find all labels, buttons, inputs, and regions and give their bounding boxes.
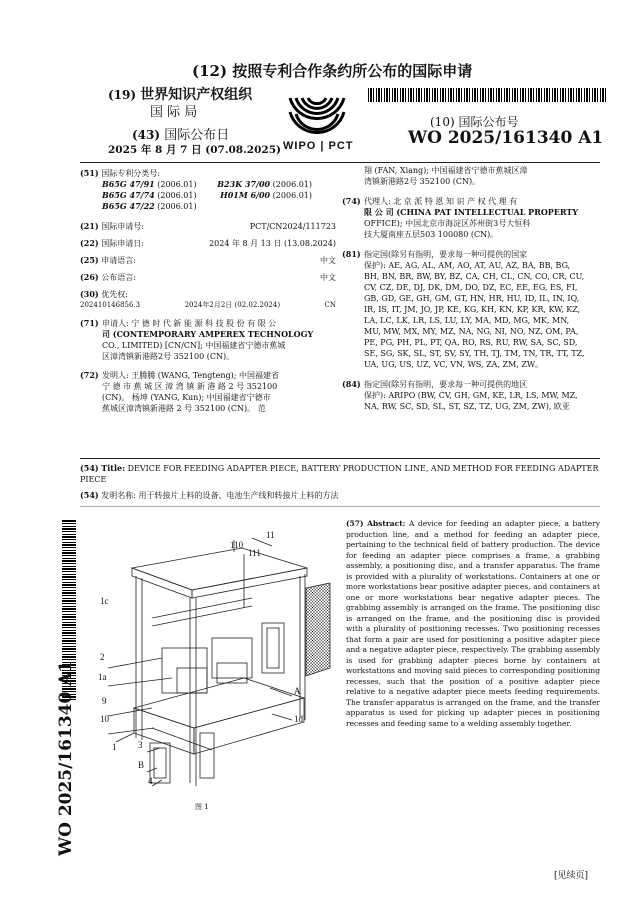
title-en [80,463,602,485]
text-line: 指定国(除另有指明，要求每一种可提供的国家 [364,250,528,259]
vertical-pubnum: WO 2025/161340 A1 [56,660,76,856]
pubdate-heading [132,124,229,143]
text-line: CO., LIMITED) [CN/CN]; 中国福建省宁德市蕉城 [102,341,286,350]
field-label: Title: [101,463,126,473]
fig-label: 1d [294,714,303,724]
text-line: MU, MW, MX, MY, MZ, NA, NG, NI, NO, NZ, OM, PA, [364,327,579,336]
fig-label: 10 [100,714,109,724]
fig-label: 11 [266,530,275,540]
field-value: PCT/CN2024/111723 [249,222,336,231]
ipc-code: H01M 6/00 [220,190,271,200]
field-num: (25) [80,255,99,265]
field-num: (81) [342,249,361,259]
fig-label: 1 [112,742,117,752]
text-line: SE, SG, SK, SL, ST, SV, SY, TH, TJ, TM, TN, TR, TT, TZ, [364,349,585,358]
field-num: (71) [80,318,99,328]
field-26 [80,272,336,283]
fig-label: 2 [100,652,105,662]
field-num: (57) [346,519,364,528]
left-column [80,168,336,414]
ipc-code: B65G 47/74 [102,190,155,200]
fig-label: B [138,760,145,770]
text-line: GB, GD, GE, GH, GM, GT, HN, HR, HU, ID, IL, IN, IQ, [364,294,580,303]
field-22 [80,238,336,249]
text-line: UA, UG, US, UZ, VC, VN, WS, ZA, ZM, ZW。 [364,360,544,369]
barcode-top [368,88,606,102]
text-line: 湾镇新港路2号 352100 (CN)。 [364,177,481,186]
pubnum-value: WO 2025/161340 A1 [408,128,604,148]
abstract [346,519,600,729]
text-line: 申请人: 宁 德 时 代 新 能 源 科 技 股 份 有 限 公 [102,319,277,328]
field-72 [80,370,336,414]
title-en-text: DEVICE FOR FEEDING ADAPTER PIECE, BATTERY PRODUCTION LINE, AND METHOD FOR FEEDING ADAPTER PIECE [80,464,599,484]
ipc-row [102,179,312,190]
field-30 [80,289,336,300]
field-num: (51) [80,168,99,178]
right-column [342,165,604,412]
biblio-divider [80,458,600,459]
pubdate-label: 国际公布日 [164,128,230,143]
abstract-text: A device for feeding an adapter piece, a battery production line, and a method for feeding an adapter piece, pertaining to the technical field of battery production. The device for feeding an adapter piece comprises a frame, a grabbing assembly, a positioning disc, and a transfer apparatus. The frame is provided with a plurality of workstations. Containers at one or more workstations bear positive adapter pieces, and containers at one or more workstations bear negative adapter pieces. The grabbing assembly is arranged on the frame. The positioning disc is arranged on the frame, and the positioning disc is provided with a plurality of positioning recesses. Two positioning recesses that form a pair are used for positioning a positive adapter piece and a negative adapter piece, respectively. The grabbing assembly is used for grabbing adapter pieces borne by containers at workstations and moving said pieces to corresponding positioning recesses, such that the position of a positive adapter piece relative to a negative adapter piece meets feeding requirements. The transfer apparatus is arranged on the frame, and the transfer apparatus is used for picking up adapter pieces in positioning recesses and feeding same to a welding assembly together. [346,519,601,728]
field-value: 2024 年 8 月 13 日 (13.08.2024) [209,239,336,248]
field-num: (84) [342,379,361,389]
text-line: BH, BN, BR, BW, BY, BZ, CA, CH, CL, CN, CO, CR, CU, [364,272,585,281]
field-label: 国际申请号: [101,222,144,231]
field-num: (74) [342,196,361,206]
text-line: 代理人: 北 京 派 特 恩 知 识 产 权 代 理 有 [364,197,518,206]
wipo-emblem-icon [284,92,350,140]
field-num: (22) [80,238,99,248]
fig-label: 9 [102,696,107,706]
text-line: 宁 德 市 蕉 城 区 漳 湾 镇 新 港 路 2 号 352100 [102,382,278,391]
figure-1 [92,528,338,818]
field-value: 中文 [320,256,336,265]
text-line: LA, LC, LK, LR, LS, LU, LY, MA, MD, MG, MK, MN, [364,316,570,325]
fig-label: 3 [138,740,143,750]
field-label: 申请语言: [101,256,136,265]
field-25 [80,255,336,266]
field-label: 国际专利分类号: [101,169,160,178]
field-81 [342,249,604,370]
field-num: (54) [80,490,99,500]
priority-date: 2024年2月2日 (02.02.2024) [184,301,281,309]
pubdate-value: 2025 年 8 月 7 日 (07.08.2025) [108,144,281,156]
org-sub: 国 际 局 [150,105,198,120]
pubdate-num: (43) [132,128,161,142]
text-line: 保护): AE, AG, AL, AM, AO, AT, AU, AZ, BA, BB, BG, [364,261,571,270]
title-divider [80,506,600,507]
header-divider [80,162,600,163]
fig-label: A [294,686,301,696]
ipc-table [80,179,336,212]
field-21 [80,221,336,232]
ipc-ver: (2006.01) [157,191,197,200]
pubnum-label: (10) 国际公布号 [430,115,519,129]
fig-label: 4 [148,776,153,786]
field-label: 国际申请日: [101,239,144,248]
field-num: (54) [80,463,99,473]
fig-label: 110 [230,540,244,550]
device-drawing [92,528,338,818]
field-label: 优先权: [101,290,128,299]
wipo-text: WIPO | PCT [283,140,354,152]
text-line: 限 公 司 (CHINA PAT INTELLECTUAL PROPERTY [364,207,579,217]
text-line: PE, PG, PH, PL, PT, QA, RO, RS, RU, RW, SA, SC, SD, [364,338,578,347]
text-line: (CN)。 杨坤 (YANG, Kun); 中国福建省宁德市 [102,393,271,402]
ipc-ver: (2006.01) [272,180,312,189]
field-74 [342,196,604,240]
ipc-ver: (2006.01) [157,202,197,211]
ipc-row [102,190,312,201]
applicant-text [102,318,313,362]
text-line: 翔 (FAN, Xiang); 中国福建省宁德市蕉城区漳 [364,166,528,175]
field-51 [80,168,336,179]
designated-regions [364,379,578,412]
abstract-label: Abstract: [367,519,406,528]
text-line: NA, RW, SC, SD, SL, ST, SZ, TZ, UG, ZM, ZW), 欧亚 [364,402,570,411]
text-line: 司 (CONTEMPORARY AMPEREX TECHNOLOGY [102,329,314,339]
title-zh [80,490,602,501]
text-line: IR, IS, IT, JM, JO, JP, KE, KG, KH, KN, KP, KR, KW, KZ, [364,305,581,314]
field-num: (21) [80,221,99,231]
ipc-ver: (2006.01) [157,180,197,189]
ipc-row [102,201,336,212]
field-84 [342,379,604,412]
priority-app: 202410146856.3 [80,301,141,309]
text-line: 保护): ARIPO (BW, CV, GH, GM, KE, LR, LS, MW, MZ, [364,391,578,400]
document-title: (12) 按照专利合作条约所公布的国际申请 [192,62,473,80]
inventor-text [102,370,279,414]
fig-label: 1c [100,596,109,606]
org-name: 世界知识产权组织 [140,87,253,103]
field-71 [80,318,336,362]
title-zh-text: 用于转接片上料的设备、电池生产线和转接片上料的方法 [138,491,339,500]
field-num: (30) [80,289,99,299]
field-value: 中文 [320,273,336,282]
text-line: 发明人: 王腾腾 (WANG, Tengteng); 中国福建省 [102,371,279,380]
field-num: (72) [80,370,99,380]
ipc-code: B23K 37/00 [217,179,271,189]
fig-label: 111 [248,548,261,558]
text-line: CV, CZ, DE, DJ, DK, DM, DO, DZ, EC, EE, EG, ES, FI, [364,283,578,292]
priority-cc: CN [324,301,336,309]
ipc-ver: (2006.01) [272,191,312,200]
figure-caption: 图 1 [195,803,209,811]
field-label: 公布语言: [101,273,136,282]
continued-note: [见续页] [554,871,589,881]
text-line: 区漳湾镇新港路2号 352100 (CN)。 [102,352,235,361]
field-label: 发明名称: [101,491,136,500]
org-num: (19) [108,88,137,102]
fig-label: 1a [98,672,107,682]
inventor-cont [342,165,604,187]
ipc-code: B65G 47/91 [102,179,155,189]
text-line: 蕉城区漳湾镇新港路 2 号 352100 (CN)。 范 [102,404,266,413]
priority-row [80,300,336,310]
text-line: 指定国(除另有指明，要求每一种可提供的地区 [364,380,528,389]
ipc-code: B65G 47/22 [102,201,155,211]
text-line: 技大厦南座五层503 100080 (CN)。 [364,230,499,239]
designated-states [364,249,585,370]
text-line: OFFICE); 中国北京市海淀区苏州街3号大恒科 [364,219,531,228]
field-num: (26) [80,272,99,282]
agent-text [364,196,578,240]
